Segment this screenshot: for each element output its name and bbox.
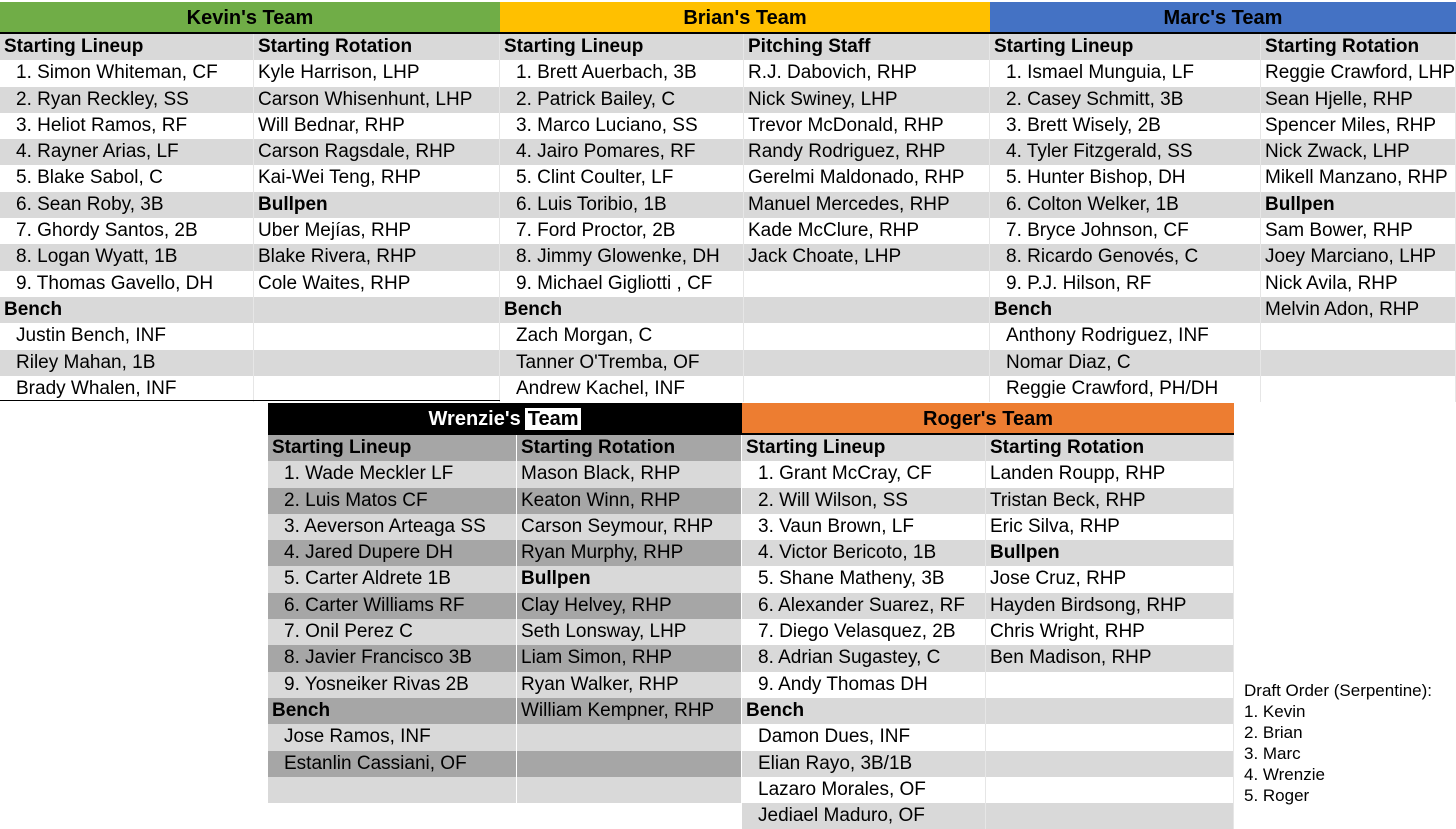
pitcher-cell: William Kempner, RHP bbox=[517, 698, 742, 724]
pitcher-cell: Kai-Wei Teng, RHP bbox=[254, 165, 500, 191]
pitcher-cell bbox=[1261, 350, 1456, 376]
pitcher-cell: Eric Silva, RHP bbox=[986, 514, 1234, 540]
table-row bbox=[742, 803, 1234, 829]
player-cell: 9. Andy Thomas DH bbox=[742, 672, 986, 698]
table-row bbox=[742, 672, 1234, 698]
pitcher-cell: Clay Helvey, RHP bbox=[517, 593, 742, 619]
table-row bbox=[742, 514, 1234, 540]
pitcher-cell: Liam Simon, RHP bbox=[517, 645, 742, 671]
player-cell: 2. Casey Schmitt, 3B bbox=[990, 87, 1261, 113]
player-cell: Jose Ramos, INF bbox=[268, 724, 517, 750]
table-row bbox=[0, 297, 500, 323]
player-cell: Tanner O'Tremba, OF bbox=[500, 350, 744, 376]
table-row bbox=[500, 244, 990, 270]
pitcher-cell: Carson Whisenhunt, LHP bbox=[254, 87, 500, 113]
pitcher-cell bbox=[986, 724, 1234, 750]
pitcher-cell bbox=[254, 376, 500, 402]
pitcher-cell bbox=[986, 672, 1234, 698]
player-cell: 9. P.J. Hilson, RF bbox=[990, 271, 1261, 297]
table-row bbox=[742, 593, 1234, 619]
table-row bbox=[742, 751, 1234, 777]
pitcher-cell bbox=[517, 777, 742, 803]
table-row bbox=[0, 192, 500, 218]
table-row bbox=[990, 244, 1456, 270]
column-header-row bbox=[500, 34, 990, 60]
column-header-pitching: Pitching Staff bbox=[744, 34, 990, 60]
pitcher-cell bbox=[254, 323, 500, 349]
pitcher-cell bbox=[517, 724, 742, 750]
pitcher-cell bbox=[1261, 323, 1456, 349]
player-cell: 3. Marco Luciano, SS bbox=[500, 113, 744, 139]
table-row bbox=[0, 376, 500, 402]
pitcher-cell bbox=[986, 777, 1234, 803]
column-header-pitching: Starting Rotation bbox=[1261, 34, 1456, 60]
pitcher-cell bbox=[744, 323, 990, 349]
pitcher-cell: Blake Rivera, RHP bbox=[254, 244, 500, 270]
table-row bbox=[268, 619, 742, 645]
team-roger bbox=[742, 403, 1234, 829]
pitcher-cell: Hayden Birdsong, RHP bbox=[986, 593, 1234, 619]
player-cell: Nomar Diaz, C bbox=[990, 350, 1261, 376]
player-cell: 8. Ricardo Genovés, C bbox=[990, 244, 1261, 270]
table-row bbox=[742, 777, 1234, 803]
section-label: Bench bbox=[500, 297, 744, 323]
pitcher-cell: Cole Waites, RHP bbox=[254, 271, 500, 297]
table-row bbox=[742, 540, 1234, 566]
pitcher-cell: Nick Avila, RHP bbox=[1261, 271, 1456, 297]
table-row bbox=[990, 376, 1456, 402]
table-row bbox=[0, 87, 500, 113]
pitcher-cell: Gerelmi Maldonado, RHP bbox=[744, 165, 990, 191]
pitcher-cell bbox=[517, 751, 742, 777]
table-row bbox=[500, 113, 990, 139]
draft-order-item: 1. Kevin bbox=[1244, 702, 1306, 721]
team-title: Brian's Team bbox=[500, 2, 990, 34]
pitcher-cell: Tristan Beck, RHP bbox=[986, 488, 1234, 514]
column-header-row bbox=[990, 34, 1456, 60]
table-row bbox=[0, 271, 500, 297]
player-cell: 3. Brett Wisely, 2B bbox=[990, 113, 1261, 139]
table-row bbox=[0, 139, 500, 165]
pitcher-cell: Uber Mejías, RHP bbox=[254, 218, 500, 244]
pitcher-cell: Landen Roupp, RHP bbox=[986, 461, 1234, 487]
player-cell: 9. Thomas Gavello, DH bbox=[0, 271, 254, 297]
table-row bbox=[500, 87, 990, 113]
pitcher-cell: Carson Seymour, RHP bbox=[517, 514, 742, 540]
table-row bbox=[990, 271, 1456, 297]
pitcher-cell: Ben Madison, RHP bbox=[986, 645, 1234, 671]
pitcher-cell: R.J. Dabovich, RHP bbox=[744, 60, 990, 86]
team-title-suffix: Team bbox=[525, 408, 582, 430]
player-cell: Justin Bench, INF bbox=[0, 323, 254, 349]
pitcher-cell bbox=[986, 751, 1234, 777]
team-title bbox=[268, 403, 742, 435]
player-cell: 4. Victor Bericoto, 1B bbox=[742, 540, 986, 566]
pitcher-cell: Reggie Crawford, LHP bbox=[1261, 60, 1456, 86]
pitcher-cell: Melvin Adon, RHP bbox=[1261, 297, 1456, 323]
player-cell: Damon Dues, INF bbox=[742, 724, 986, 750]
table-row bbox=[500, 323, 990, 349]
table-row bbox=[742, 645, 1234, 671]
player-cell: 5. Blake Sabol, C bbox=[0, 165, 254, 191]
table-row bbox=[0, 60, 500, 86]
player-cell: Brady Whalen, INF bbox=[0, 376, 254, 402]
team-kevin bbox=[0, 2, 500, 402]
table-row bbox=[500, 297, 990, 323]
pitcher-cell: Carson Ragsdale, RHP bbox=[254, 139, 500, 165]
pitcher-cell bbox=[744, 271, 990, 297]
player-cell: Lazaro Morales, OF bbox=[742, 777, 986, 803]
table-row bbox=[990, 60, 1456, 86]
pitcher-cell bbox=[744, 376, 990, 402]
player-cell: 7. Onil Perez C bbox=[268, 619, 517, 645]
draft-order-item: 3. Marc bbox=[1244, 744, 1301, 763]
pitcher-cell: Kade McClure, RHP bbox=[744, 218, 990, 244]
pitcher-cell: Kyle Harrison, LHP bbox=[254, 60, 500, 86]
player-cell: 8. Javier Francisco 3B bbox=[268, 645, 517, 671]
team-wrenzie bbox=[268, 403, 742, 803]
table-row bbox=[742, 461, 1234, 487]
player-cell: 1. Ismael Munguia, LF bbox=[990, 60, 1261, 86]
table-row bbox=[990, 165, 1456, 191]
table-row bbox=[990, 323, 1456, 349]
player-cell: 8. Jimmy Glowenke, DH bbox=[500, 244, 744, 270]
table-row bbox=[268, 724, 742, 750]
player-cell: 2. Ryan Reckley, SS bbox=[0, 87, 254, 113]
player-cell: 5. Clint Coulter, LF bbox=[500, 165, 744, 191]
player-cell: 4. Jairo Pomares, RF bbox=[500, 139, 744, 165]
table-row bbox=[500, 218, 990, 244]
player-cell: 3. Aeverson Arteaga SS bbox=[268, 514, 517, 540]
table-row bbox=[990, 113, 1456, 139]
pitcher-cell: Mason Black, RHP bbox=[517, 461, 742, 487]
table-row bbox=[268, 488, 742, 514]
draft-order-title: Draft Order (Serpentine): bbox=[1244, 681, 1433, 700]
player-cell: 3. Vaun Brown, LF bbox=[742, 514, 986, 540]
player-cell: 5. Carter Aldrete 1B bbox=[268, 566, 517, 592]
pitcher-cell: Ryan Walker, RHP bbox=[517, 672, 742, 698]
player-cell: 9. Yosneiker Rivas 2B bbox=[268, 672, 517, 698]
team-marc bbox=[990, 2, 1456, 402]
draft-order-item: 2. Brian bbox=[1244, 723, 1303, 742]
player-cell: Jediael Maduro, OF bbox=[742, 803, 986, 829]
pitcher-cell: Joey Marciano, LHP bbox=[1261, 244, 1456, 270]
section-label: Bullpen bbox=[1261, 192, 1456, 218]
pitcher-cell: Sam Bower, RHP bbox=[1261, 218, 1456, 244]
table-row bbox=[990, 139, 1456, 165]
column-header-row bbox=[742, 435, 1234, 461]
table-row bbox=[0, 165, 500, 191]
player-cell: 9. Michael Gigliotti , CF bbox=[500, 271, 744, 297]
player-cell: 4. Jared Dupere DH bbox=[268, 540, 517, 566]
player-cell: 3. Heliot Ramos, RF bbox=[0, 113, 254, 139]
table-row bbox=[0, 244, 500, 270]
table-row bbox=[0, 113, 500, 139]
player-cell: Andrew Kachel, INF bbox=[500, 376, 744, 402]
table-row bbox=[742, 619, 1234, 645]
player-cell: 1. Wade Meckler LF bbox=[268, 461, 517, 487]
table-row bbox=[268, 540, 742, 566]
table-row bbox=[268, 698, 742, 724]
table-row bbox=[742, 698, 1234, 724]
table-row bbox=[990, 297, 1456, 323]
player-cell: 6. Carter Williams RF bbox=[268, 593, 517, 619]
pitcher-cell bbox=[744, 297, 990, 323]
player-cell: 6. Colton Welker, 1B bbox=[990, 192, 1261, 218]
player-cell: Zach Morgan, C bbox=[500, 323, 744, 349]
player-cell: 7. Ghordy Santos, 2B bbox=[0, 218, 254, 244]
table-row bbox=[500, 165, 990, 191]
player-cell: 4. Tyler Fitzgerald, SS bbox=[990, 139, 1261, 165]
player-cell: 5. Hunter Bishop, DH bbox=[990, 165, 1261, 191]
player-cell: 2. Will Wilson, SS bbox=[742, 488, 986, 514]
pitcher-cell bbox=[1261, 376, 1456, 402]
column-header-pitching: Starting Rotation bbox=[517, 435, 742, 461]
pitcher-cell bbox=[254, 350, 500, 376]
table-row bbox=[268, 751, 742, 777]
player-cell bbox=[268, 777, 517, 803]
table-row bbox=[742, 724, 1234, 750]
player-cell: 1. Brett Auerbach, 3B bbox=[500, 60, 744, 86]
pitcher-cell: Nick Swiney, LHP bbox=[744, 87, 990, 113]
player-cell: 6. Sean Roby, 3B bbox=[0, 192, 254, 218]
pitcher-cell: Keaton Winn, RHP bbox=[517, 488, 742, 514]
section-label: Bullpen bbox=[986, 540, 1234, 566]
player-cell: Reggie Crawford, PH/DH bbox=[990, 376, 1261, 402]
table-row bbox=[268, 593, 742, 619]
table-row bbox=[268, 672, 742, 698]
pitcher-cell: Spencer Miles, RHP bbox=[1261, 113, 1456, 139]
table-row bbox=[500, 139, 990, 165]
team-title: Roger's Team bbox=[742, 403, 1234, 435]
pitcher-cell: Jose Cruz, RHP bbox=[986, 566, 1234, 592]
player-cell: 8. Adrian Sugastey, C bbox=[742, 645, 986, 671]
draft-order-item: 5. Roger bbox=[1244, 786, 1310, 805]
section-label: Bullpen bbox=[517, 566, 742, 592]
pitcher-cell: Seth Lonsway, LHP bbox=[517, 619, 742, 645]
column-header-row bbox=[268, 435, 742, 461]
column-header-lineup: Starting Lineup bbox=[990, 34, 1261, 60]
pitcher-cell: Trevor McDonald, RHP bbox=[744, 113, 990, 139]
table-row bbox=[0, 218, 500, 244]
player-cell: 7. Ford Proctor, 2B bbox=[500, 218, 744, 244]
section-label: Bench bbox=[742, 698, 986, 724]
player-cell: 1. Grant McCray, CF bbox=[742, 461, 986, 487]
player-cell: 4. Rayner Arias, LF bbox=[0, 139, 254, 165]
pitcher-cell bbox=[986, 803, 1234, 829]
table-row bbox=[0, 323, 500, 349]
section-label: Bench bbox=[0, 297, 254, 323]
player-cell: 6. Alexander Suarez, RF bbox=[742, 593, 986, 619]
column-header-pitching: Starting Rotation bbox=[254, 34, 500, 60]
player-cell: Elian Rayo, 3B/1B bbox=[742, 751, 986, 777]
pitcher-cell bbox=[744, 350, 990, 376]
player-cell: 7. Bryce Johnson, CF bbox=[990, 218, 1261, 244]
player-cell: 8. Logan Wyatt, 1B bbox=[0, 244, 254, 270]
pitcher-cell: Manuel Mercedes, RHP bbox=[744, 192, 990, 218]
player-cell: Estanlin Cassiani, OF bbox=[268, 751, 517, 777]
table-row bbox=[990, 87, 1456, 113]
player-cell: Riley Mahan, 1B bbox=[0, 350, 254, 376]
player-cell: 7. Diego Velasquez, 2B bbox=[742, 619, 986, 645]
section-label: Bench bbox=[990, 297, 1261, 323]
table-row bbox=[500, 60, 990, 86]
table-row bbox=[268, 777, 742, 803]
table-row bbox=[990, 218, 1456, 244]
table-row bbox=[500, 192, 990, 218]
player-cell: 6. Luis Toribio, 1B bbox=[500, 192, 744, 218]
pitcher-cell: Chris Wright, RHP bbox=[986, 619, 1234, 645]
column-header-lineup: Starting Lineup bbox=[0, 34, 254, 60]
pitcher-cell bbox=[254, 297, 500, 323]
player-cell: 2. Patrick Bailey, C bbox=[500, 87, 744, 113]
pitcher-cell: Nick Zwack, LHP bbox=[1261, 139, 1456, 165]
team-title-name: Wrenzie's bbox=[428, 408, 521, 430]
section-label: Bullpen bbox=[254, 192, 500, 218]
player-cell: 5. Shane Matheny, 3B bbox=[742, 566, 986, 592]
table-row bbox=[268, 514, 742, 540]
table-row bbox=[0, 350, 500, 376]
column-header-row bbox=[0, 34, 500, 60]
table-row bbox=[742, 488, 1234, 514]
section-label: Bench bbox=[268, 698, 517, 724]
table-row bbox=[268, 645, 742, 671]
pitcher-cell: Randy Rodriguez, RHP bbox=[744, 139, 990, 165]
draft-order-item: 4. Wrenzie bbox=[1244, 765, 1325, 784]
table-row bbox=[990, 192, 1456, 218]
table-row bbox=[742, 566, 1234, 592]
team-title: Marc's Team bbox=[990, 2, 1456, 34]
pitcher-cell: Jack Choate, LHP bbox=[744, 244, 990, 270]
table-row bbox=[500, 376, 990, 402]
team-brian bbox=[500, 2, 990, 402]
pitcher-cell: Will Bednar, RHP bbox=[254, 113, 500, 139]
pitcher-cell: Mikell Manzano, RHP bbox=[1261, 165, 1456, 191]
pitcher-cell bbox=[986, 698, 1234, 724]
column-header-lineup: Starting Lineup bbox=[742, 435, 986, 461]
player-cell: 2. Luis Matos CF bbox=[268, 488, 517, 514]
pitcher-cell: Sean Hjelle, RHP bbox=[1261, 87, 1456, 113]
table-row bbox=[268, 566, 742, 592]
player-cell: 1. Simon Whiteman, CF bbox=[0, 60, 254, 86]
player-cell: Anthony Rodriguez, INF bbox=[990, 323, 1261, 349]
pitcher-cell: Ryan Murphy, RHP bbox=[517, 540, 742, 566]
team-title: Kevin's Team bbox=[0, 2, 500, 34]
column-header-lineup: Starting Lineup bbox=[500, 34, 744, 60]
draft-order bbox=[1244, 680, 1432, 806]
column-header-lineup: Starting Lineup bbox=[268, 435, 517, 461]
kevin-bottom-border bbox=[0, 400, 500, 401]
table-row bbox=[500, 271, 990, 297]
table-row bbox=[990, 350, 1456, 376]
table-row bbox=[268, 461, 742, 487]
column-header-pitching: Starting Rotation bbox=[986, 435, 1234, 461]
table-row bbox=[500, 350, 990, 376]
